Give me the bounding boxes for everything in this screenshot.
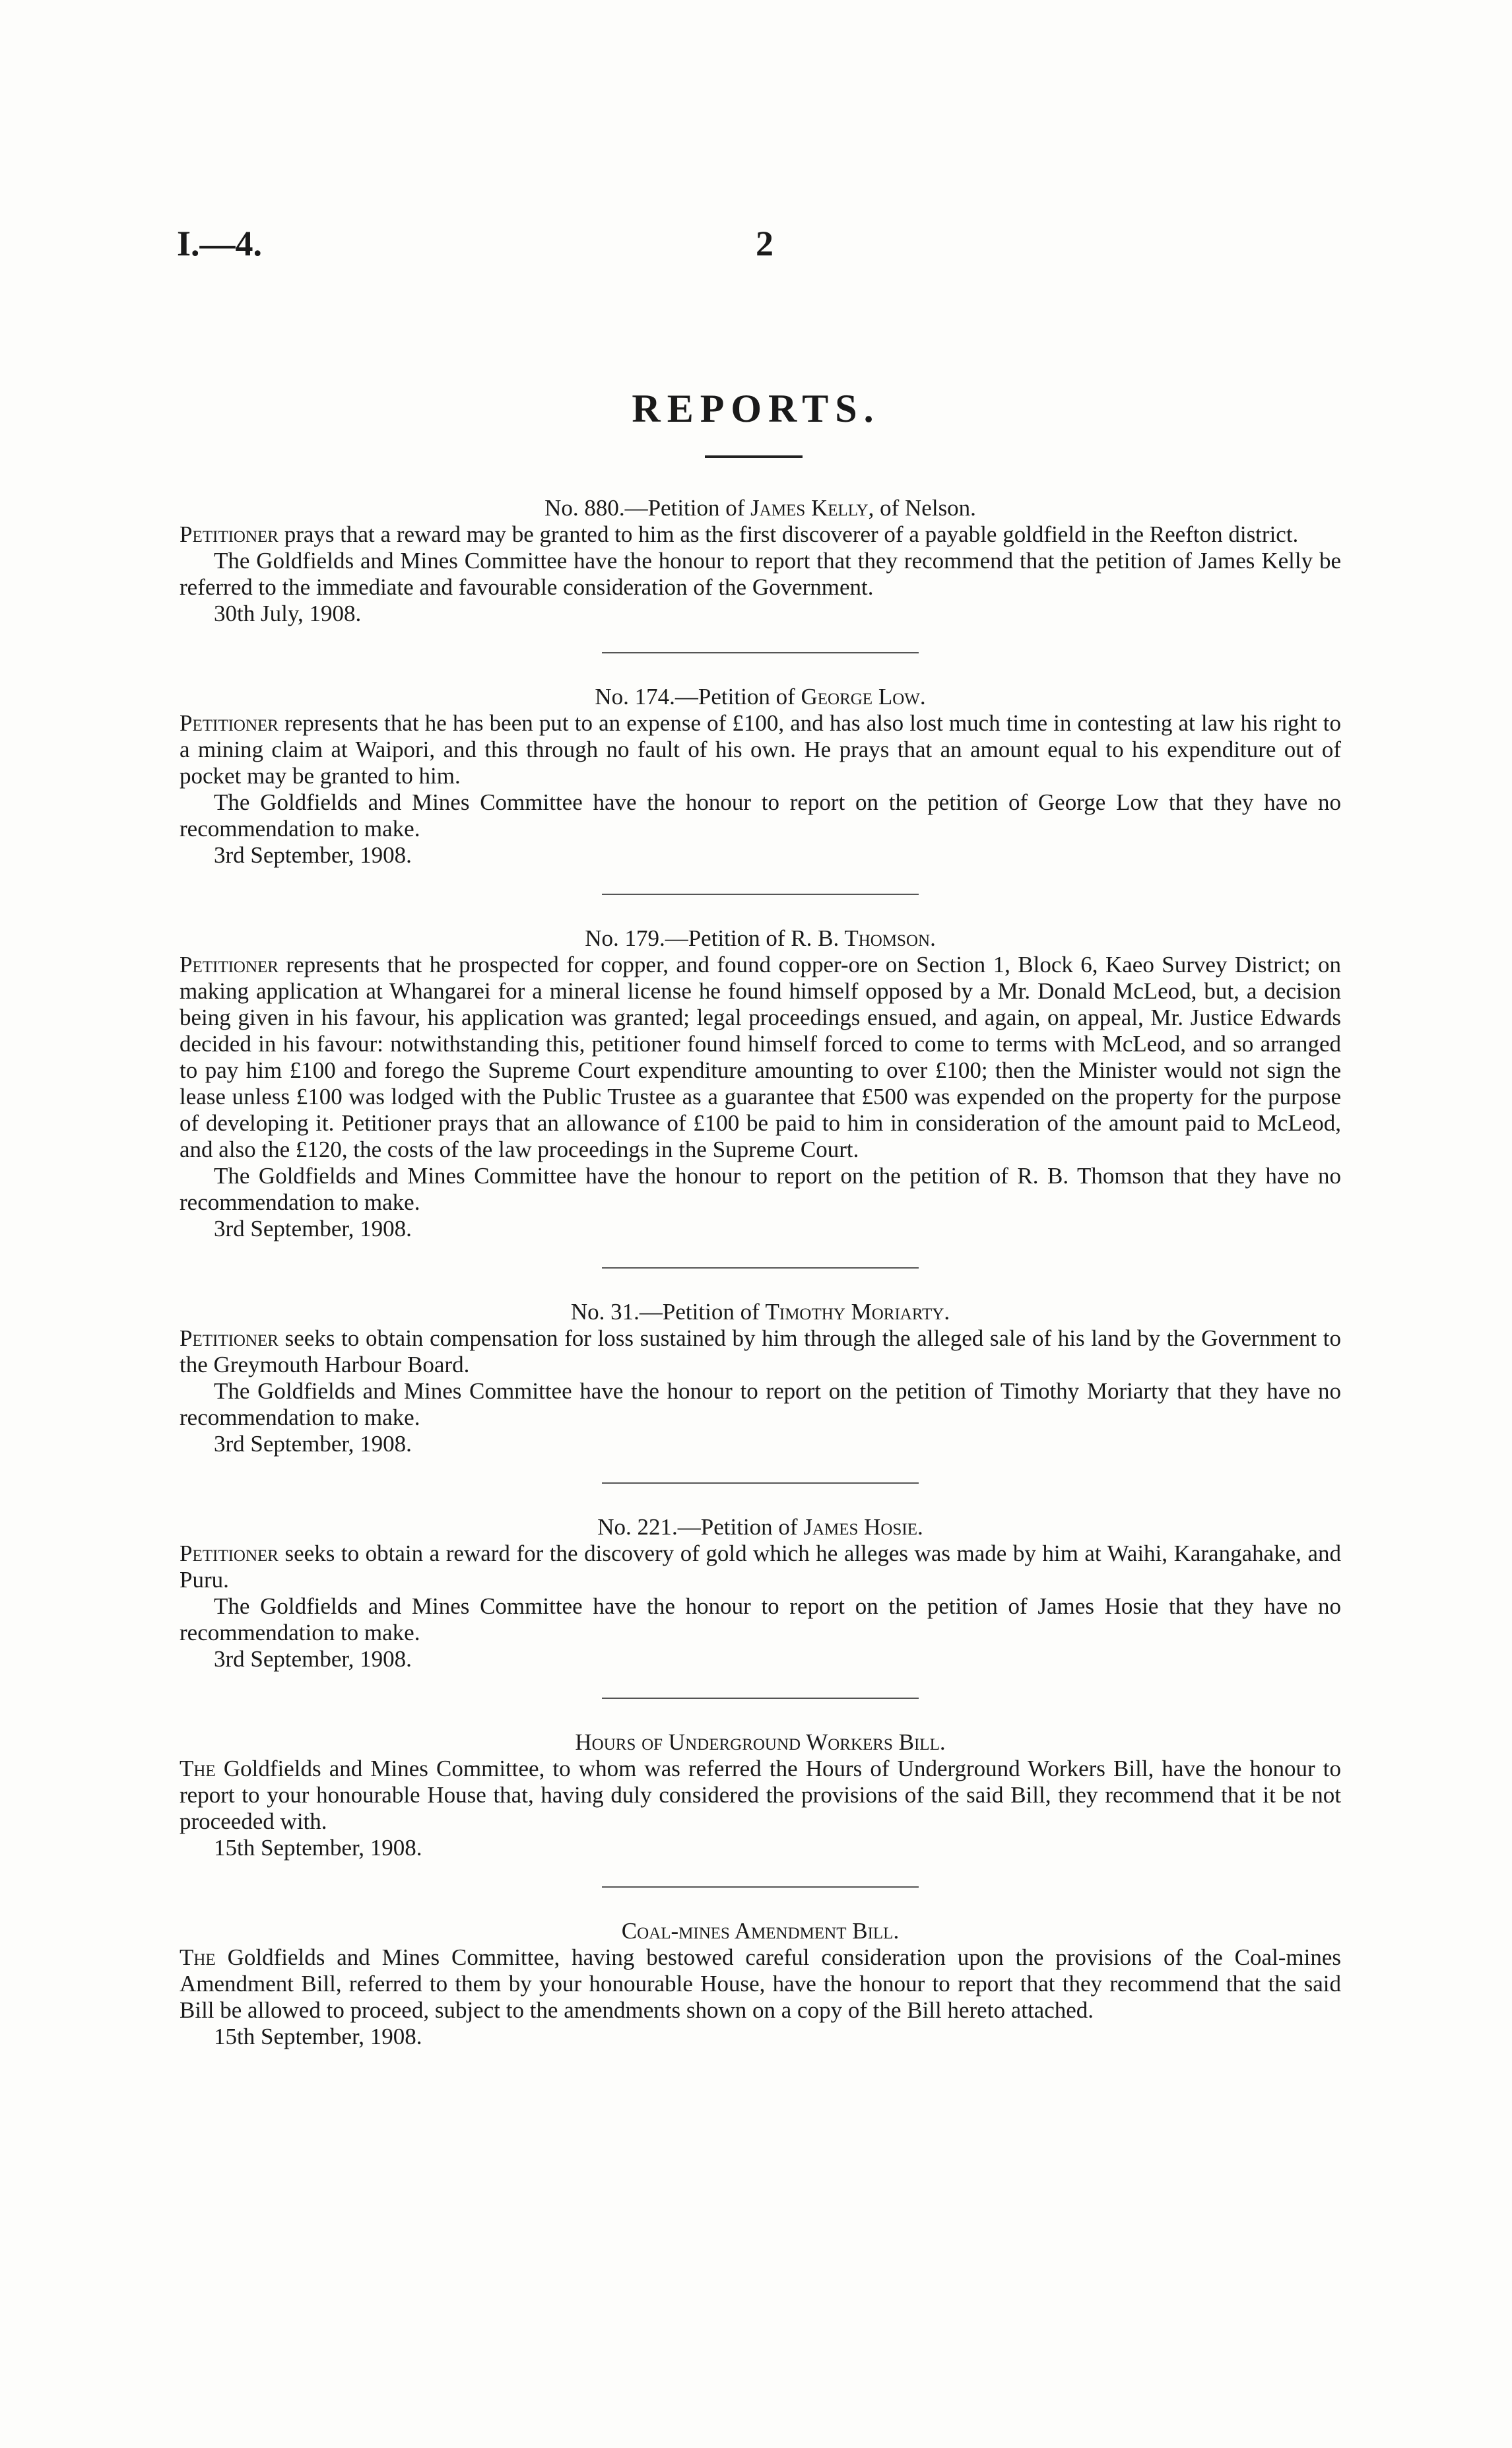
page-number: 2 (756, 224, 773, 263)
section-divider (602, 1886, 919, 1888)
committee-report: The Goldfields and Mines Committee have the honour to report on the petition of R. B. Thomson that they have no recommendation to make. (180, 1163, 1341, 1215)
bill-section (180, 1729, 1341, 1888)
petition-text: Petitioner represents that he prospected for copper, and found copper-ore on Section 1, Block 6, Kaeo Survey District; on making application at Whangarei for a mineral license he found himself opposed by a Mr. Donald McLeod, but, a decision being given in his favour, his application was granted; legal proceedings ensued, and again, on appeal, Mr. Justice Edwards decided in his favour: notwithstanding this, petitioner found himself forced to come to terms with McLeod, and so arranged to pay him £100 and forego the Supreme Court expenditure amounting to over £100; then the Minister would not sign the lease unless £100 was lodged with the Public Trustee as a guarantee that £500 was expended on the property for the purpose of developing it. Petitioner prays that an allowance of £100 be paid to him in consideration of the amount paid to McLeod, and also the £120, the costs of the law proceedings in the Supreme Court. (180, 952, 1341, 1162)
committee-report: The Goldfields and Mines Committee have the honour to report that they recommend that the petition of James Kelly be referred to the immediate and favourable consideration of the Government. (180, 548, 1341, 600)
bill-heading: Hours of Underground Workers Bill. (575, 1729, 946, 1755)
report-date: 3rd September, 1908. (214, 1646, 412, 1672)
petition-text: Petitioner represents that he has been put to an expense of £100, and has also lost much time in contesting at law his right to a mining claim at Waipori, and this through no fault of his own. He prays that an amount equal to his expenditure out of pocket may be granted to him. (180, 710, 1341, 789)
petition-section (180, 925, 1341, 1269)
report-date: 15th September, 1908. (214, 1835, 422, 1861)
section-divider (602, 1482, 919, 1484)
bill-report-text: The Goldfields and Mines Committee, to whom was referred the Hours of Underground Workers Bill, have the honour to report to your honourable House that, having duly considered the provisions of the said Bill, they recommend that it be not proceeded with. (180, 1756, 1341, 1834)
report-date: 15th September, 1908. (214, 2024, 422, 2049)
petition-heading: No. 31.—Petition of Timothy Moriarty. (570, 1299, 950, 1325)
title-rule (705, 455, 803, 458)
section-divider (602, 894, 919, 895)
petition-text: Petitioner seeks to obtain a reward for the discovery of gold which he alleges was made by him at Waihi, Karangahake, and Puru. (180, 1540, 1341, 1593)
committee-report: The Goldfields and Mines Committee have the honour to report on the petition of James Hosie that they have no recommendation to make. (180, 1593, 1341, 1645)
petition-section (180, 495, 1341, 653)
petition-heading: No. 179.—Petition of R. B. Thomson. (585, 925, 936, 951)
petition-section (180, 684, 1341, 895)
bill-section (180, 1918, 1341, 2050)
page-title: REPORTS. (632, 387, 880, 430)
petition-text: Petitioner prays that a reward may be granted to him as the first discoverer of a payable goldfield in the Reefton district. (180, 521, 1299, 547)
section-divider (602, 652, 919, 653)
section-divider (602, 1267, 919, 1269)
petition-heading: No. 174.—Petition of George Low. (595, 684, 926, 710)
document-body (180, 495, 1341, 2050)
report-date: 3rd September, 1908. (214, 1431, 412, 1457)
petition-section (180, 1299, 1341, 1484)
report-date: 3rd September, 1908. (214, 842, 412, 868)
committee-report: The Goldfields and Mines Committee have the honour to report on the petition of Timothy Moriarty that they have no recommendation to make. (180, 1378, 1341, 1430)
petition-heading: No. 221.—Petition of James Hosie. (597, 1514, 923, 1540)
header-reference: I.—4. (177, 224, 263, 263)
petition-text: Petitioner seeks to obtain compensation for loss sustained by him through the alleged sale of his land by the Government to the Greymouth Harbour Board. (180, 1325, 1341, 1377)
petition-heading: No. 880.—Petition of James Kelly, of Nelson. (544, 495, 976, 521)
committee-report: The Goldfields and Mines Committee have the honour to report on the petition of George Low that they have no recommendation to make. (180, 789, 1341, 842)
bill-report-text: The Goldfields and Mines Committee, having bestowed careful consideration upon the provisions of the Coal-mines Amendment Bill, referred to them by your honourable House, have the honour to report that they recommend that the said Bill be allowed to proceed, subject to the amendments shown on a copy of the Bill hereto attached. (180, 1944, 1341, 2023)
report-date: 30th July, 1908. (214, 601, 362, 626)
report-date: 3rd September, 1908. (214, 1216, 412, 1241)
section-divider (602, 1698, 919, 1699)
bill-heading: Coal-mines Amendment Bill. (621, 1918, 900, 1944)
petition-section (180, 1514, 1341, 1699)
